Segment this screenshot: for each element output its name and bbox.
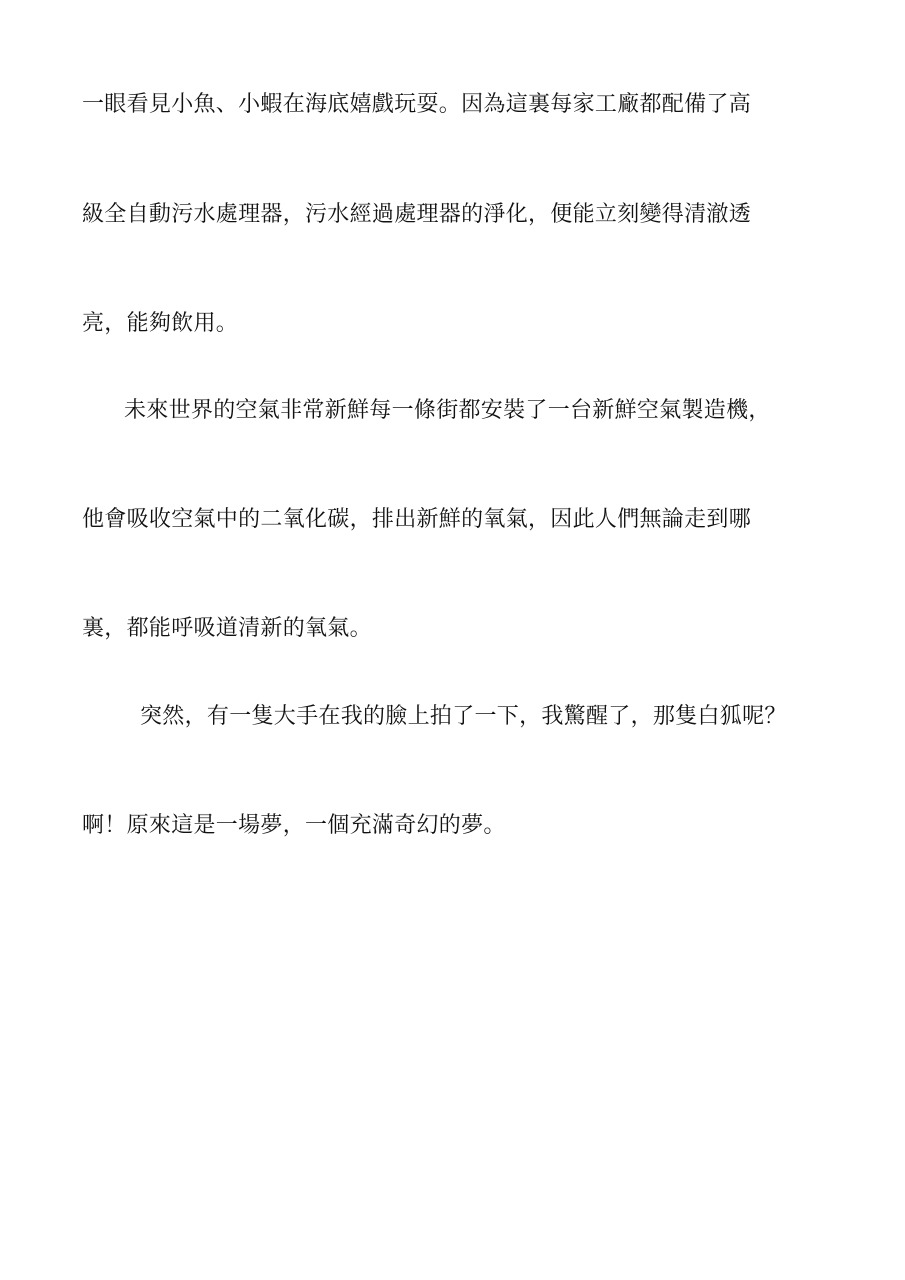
paragraph-2-line-2: 他會吸收空氣中的二氧化碳，排出新鮮的氧氣，因此人們無論走到哪 xyxy=(82,507,752,532)
paragraph-3-line-2: 啊！原來這是一場夢，一個充滿奇幻的夢。 xyxy=(82,813,506,838)
paragraph-1-line-3: 亮，能夠飲用。 xyxy=(82,311,239,336)
paragraph-3-line-1: 突然，有一隻大手在我的臉上拍了一下，我驚醒了，那隻白狐呢？ xyxy=(140,704,787,729)
paragraph-1-line-2: 級全自動污水處理器，污水經過處理器的淨化，便能立刻變得清澈透 xyxy=(82,202,752,227)
paragraph-1-line-1: 一眼看見小魚、小蝦在海底嬉戲玩耍。因為這裏每家工廠都配備了高 xyxy=(82,92,752,117)
paragraph-2-line-1: 未來世界的空氣非常新鮮每一條街都安裝了一台新鮮空氣製造機， xyxy=(124,398,771,423)
paragraph-2-line-3: 裏，都能呼吸道清新的氧氣。 xyxy=(82,616,372,641)
